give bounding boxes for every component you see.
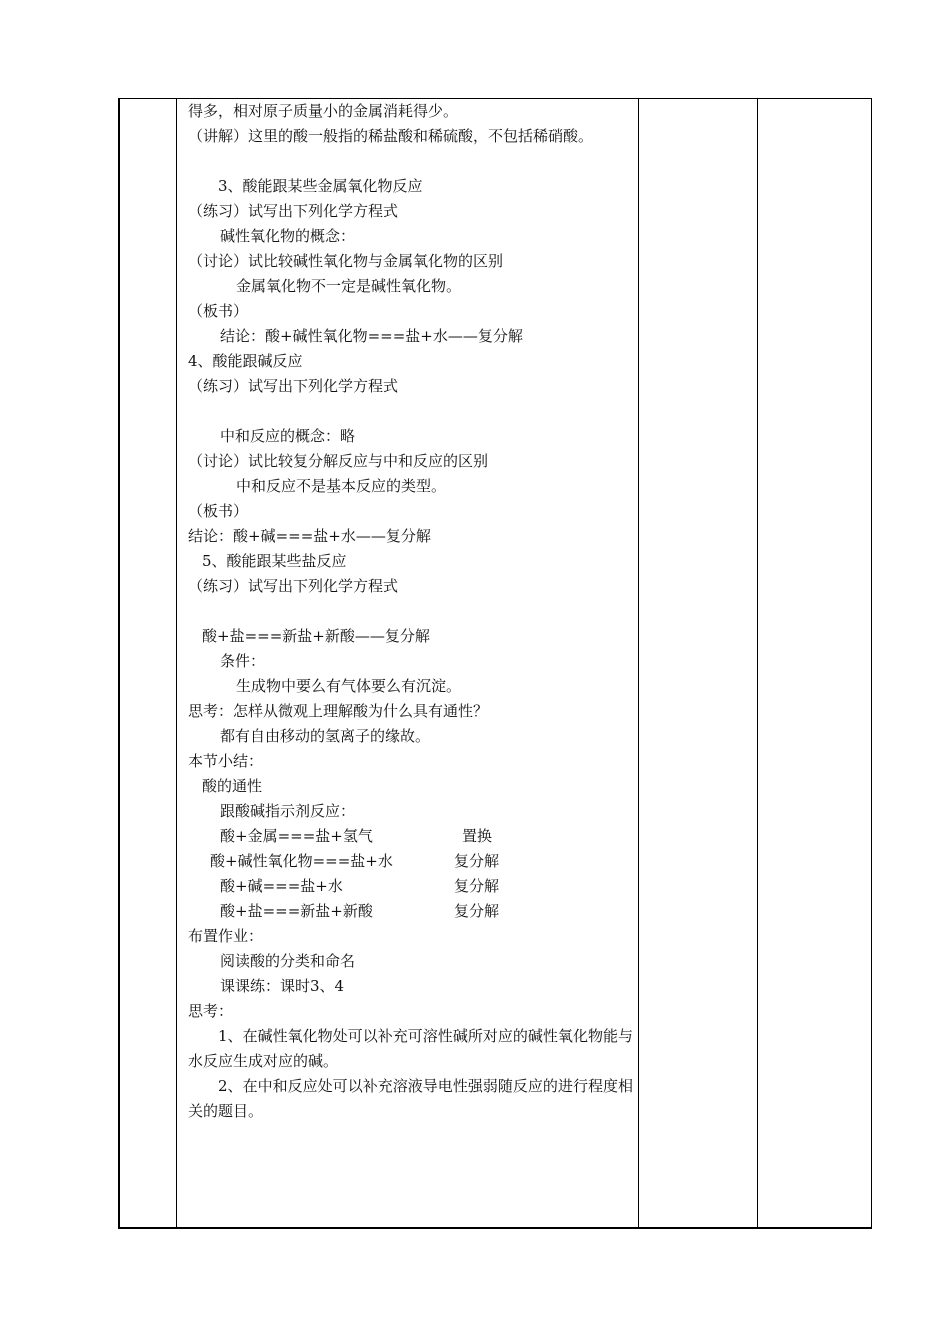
text-line: 得多，相对原子质量小的金属消耗得少。	[188, 102, 459, 120]
text-line: （讨论）试比较碱性氧化物与金属氧化物的区别	[188, 252, 504, 270]
summary-heading: 本节小结：	[188, 752, 264, 770]
summary-row	[188, 899, 633, 924]
column-divider-3	[757, 99, 758, 1227]
text-line: 思考：怎样从微观上理解酸为什么具有通性？	[188, 702, 489, 720]
summary-equation: 酸+金属===盐+氢气	[220, 827, 373, 845]
summary-reaction-type: 复分解	[454, 852, 500, 870]
text-line: （讨论）试比较复分解反应与中和反应的区别	[188, 452, 489, 470]
column-divider-2	[638, 99, 639, 1227]
blank-line	[188, 399, 633, 424]
text-line: 跟酸碱指示剂反应：	[220, 802, 356, 820]
text-line: （板书）	[188, 302, 249, 320]
text-line: 碱性氧化物的概念：	[220, 227, 356, 245]
reflection-item-2: 2、在中和反应处可以补充溶液导电性强弱随反应的进行程度相关的题目。	[188, 1077, 633, 1120]
text-line: 课课练：课时3、4	[220, 977, 345, 995]
heading-acid-base: 4、酸能跟碱反应	[188, 352, 303, 370]
text-line: 生成物中要么有气体要么有沉淀。	[236, 677, 462, 695]
heading-acid-salt: 5、酸能跟某些盐反应	[202, 552, 347, 570]
text-line-explanation: （讲解）这里的酸一般指的稀盐酸和稀硫酸，不包括稀硝酸。	[188, 127, 594, 145]
homework-heading: 布置作业：	[188, 927, 264, 945]
blank-line	[188, 599, 633, 624]
conclusion-line: 结论：酸+碱性氧化物===盐+水——复分解	[220, 327, 523, 345]
text-line: （练习）试写出下列化学方程式	[188, 577, 399, 595]
summary-reaction-type: 复分解	[454, 877, 500, 895]
reflection-item-1: 1、在碱性氧化物处可以补充可溶性碱所对应的碱性氧化物能与水反应生成对应的碱。	[188, 1027, 633, 1070]
summary-equation: 酸+碱性氧化物===盐+水	[210, 852, 393, 870]
summary-row	[188, 849, 633, 874]
summary-equation: 酸+碱===盐+水	[220, 877, 343, 895]
text-line: 金属氧化物不一定是碱性氧化物。	[236, 277, 462, 295]
text-line: （板书）	[188, 502, 249, 520]
conclusion-line: 结论：酸+碱===盐+水——复分解	[188, 527, 431, 545]
reflection-heading: 思考：	[188, 1002, 234, 1020]
text-line: 中和反应的概念：略	[220, 427, 356, 445]
text-line: （练习）试写出下列化学方程式	[188, 202, 399, 220]
summary-row	[188, 874, 633, 899]
summary-reaction-type: 复分解	[454, 902, 500, 920]
summary-row	[188, 824, 633, 849]
text-line: 都有自由移动的氢离子的缘故。	[220, 727, 431, 745]
text-line: 酸+盐===新盐+新酸——复分解	[202, 627, 430, 645]
lesson-content	[188, 99, 633, 1124]
text-line: 阅读酸的分类和命名	[220, 952, 356, 970]
text-line: 中和反应不是基本反应的类型。	[236, 477, 447, 495]
text-line: 条件：	[220, 652, 266, 670]
text-line: （练习）试写出下列化学方程式	[188, 377, 399, 395]
heading-acid-metal-oxide: 3、酸能跟某些金属氧化物反应	[218, 177, 423, 195]
lesson-table	[118, 98, 872, 1229]
column-divider-1	[176, 99, 177, 1227]
summary-reaction-type: 置换	[462, 827, 493, 845]
text-line: 酸的通性	[202, 777, 263, 795]
summary-equation: 酸+盐===新盐+新酸	[220, 902, 373, 920]
